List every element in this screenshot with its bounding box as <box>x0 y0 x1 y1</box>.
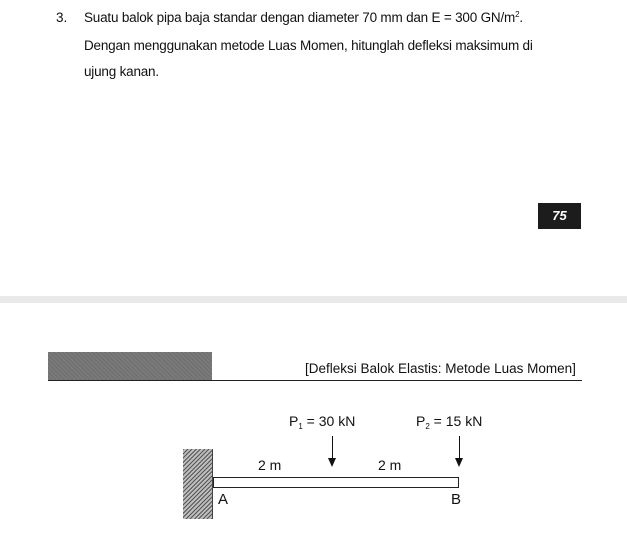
fixed-support-wall <box>183 449 213 519</box>
header-gray-block <box>48 352 212 381</box>
support-a-label: A <box>218 491 229 508</box>
load-p1-symbol: P <box>289 413 299 429</box>
problem-line-3: ujung kanan. <box>84 64 159 79</box>
end-b-label: B <box>451 491 462 508</box>
load-p1-value: = 30 kN <box>302 413 356 429</box>
header-rule <box>48 380 582 381</box>
problem-line-1-text: Suatu balok pipa baja standar dengan diameter 70 mm dan E = 300 GN/m <box>84 10 516 25</box>
problem-line-2: Dengan menggunakan metode Luas Momen, hitunglah defleksi maksimum di <box>84 38 533 53</box>
load-p2-value: = 15 kN <box>429 413 483 429</box>
header-title: [Defleksi Balok Elastis: Metode Luas Momen] <box>305 361 576 376</box>
problem-line-1 <box>84 10 523 25</box>
page-number-badge: 75 <box>538 203 581 229</box>
load-p1-label <box>289 413 355 429</box>
load-p1-subscript: 1 <box>298 422 303 431</box>
unit-superscript: 2 <box>515 10 520 19</box>
span-1-label: 2 m <box>258 457 282 473</box>
load-p1-arrow-shaft <box>332 436 333 459</box>
load-p2-subscript: 2 <box>425 422 430 431</box>
load-p2-arrow-head <box>455 458 463 467</box>
load-p2-arrow-shaft <box>459 436 460 459</box>
load-p2-symbol: P <box>416 413 426 429</box>
load-p2-label <box>416 413 482 429</box>
problem-line-1-end: . <box>519 10 523 25</box>
load-p1-arrow-head <box>328 458 336 467</box>
problem-number: 3. <box>56 10 68 25</box>
cantilever-beam <box>213 477 459 488</box>
page-divider <box>0 296 627 303</box>
span-2-label: 2 m <box>378 457 402 473</box>
